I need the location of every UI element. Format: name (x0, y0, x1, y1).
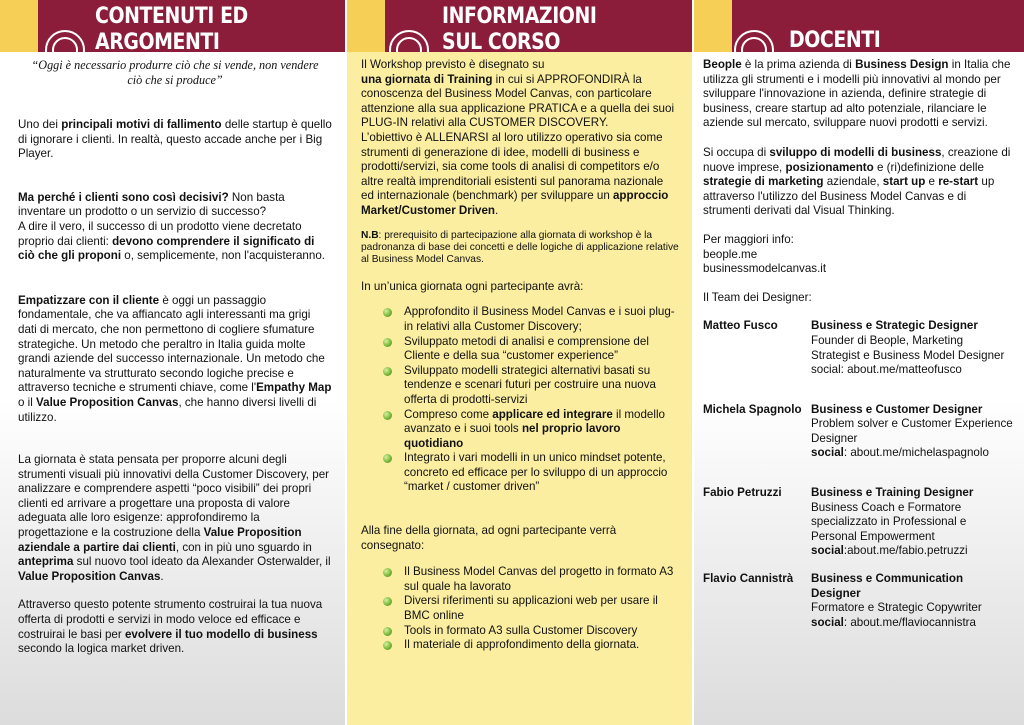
team-label: Il Team dei Designer: (703, 290, 812, 304)
member-desc: Founder di Beople, Marketing Strategist e Business Model Designer (811, 333, 1005, 362)
paragraph: Uno dei principali motivi di fallimento delle startup è quello di ignorare i clienti. In realtà, questo accade anche per i Big Player. (18, 118, 332, 161)
header-title-line: SUL CORSO (442, 30, 561, 52)
header-accent-stripe (694, 0, 732, 52)
header-title-line: CONTENUTI ED (95, 4, 248, 29)
paragraph: Empatizzare con il cliente è oggi un passaggio fondamentale, che va affiancato agli interessanti ma grigi dati di mercato, che non permettono di cogliere sfumature strategiche. Un metodo che peraltro in Italia guida molte grandi aziende del successo internazionale. Un metodo che naturalmente va strutturato secondo logiche precise e attraverso tecniche e strumenti chiave, come l'Empathy Map o il Value Proposition Canvas, che hanno diversi livelli di utilizzo. (18, 293, 332, 424)
list-item: Diversi riferimenti su applicazioni web per usare il BMC online (383, 594, 679, 623)
deliverables-list (383, 565, 679, 653)
member-social[interactable]: social: about.me/michelaspagnolo (811, 446, 989, 460)
paragraph: Si occupa di sviluppo di modelli di business, creazione di nuove imprese, posizionamento e (ri)definizione delle strategie di marketing aziendale, start up e re-start up attraverso l'utilizzo del Business Model Canvas e di strumenti derivati dal Visual Thinking. (703, 145, 1011, 218)
team-member (703, 572, 1015, 630)
member-social[interactable]: social: about.me/matteofusco (811, 363, 962, 377)
bullet-icon (383, 597, 392, 606)
list-item: Tools in formato A3 sulla Customer Discovery (383, 624, 679, 639)
bullet-icon (383, 308, 392, 317)
info-label: Per maggiori info: (703, 232, 794, 246)
nb-note: N.B: prerequisito di partecipazione alla giornata di workshop è la padronanza di base dei concetti e delle logiche di applicazione relative al Business Model Canvas. (361, 229, 679, 266)
paragraph: In un’unica giornata ogni partecipante avrà: (361, 279, 584, 293)
team-member (703, 319, 1015, 377)
member-name: Fabio Petruzzi (703, 486, 782, 500)
info-link[interactable]: businessmodelcanvas.it (703, 262, 827, 276)
objectives-list (383, 305, 679, 495)
member-role: Business e Training Designer (811, 486, 974, 500)
list-item: Sviluppato modelli strategici alternativi basati su tendenze e scenari futuri per costruire una nuova offerta di prodotti-servizi (383, 364, 679, 408)
header-title: DOCENTI (789, 28, 881, 52)
list-item: Compreso come applicare ed integrare il modello avanzato e i suoi tools nel proprio lavoro quotidiano (383, 408, 679, 452)
paragraph: Attraverso questo potente strumento costruirai la tua nuova offerta di prodotti e servizi in modo veloce ed efficace e costruirai le basi per evolvere il tuo modello di business secondo la logica market driven. (18, 598, 323, 656)
list-item: Approfondito il Business Model Canvas e i suoi plug-in relativi alla Customer Discovery; (383, 305, 679, 334)
docenti-text (703, 58, 1015, 630)
header-title (442, 4, 596, 52)
member-social[interactable]: social: about.me/flaviocannistra (811, 615, 976, 629)
list-item: Integrato i vari modelli in un unico mindset potente, concreto ed efficace per lo sviluppo di un approccio “market / customer driven” (383, 451, 679, 495)
paragraph: La giornata è stata pensata per proporre alcuni degli strumenti visuali più innovativi della Customer Discovery, per analizzare e comprendere aspetti “poco visibili” dei propri clienti ed arrivare a progettare una proposta di valore adeguata alle loro esigenze: approfondiremo la progettazione e la costruzione della Value Proposition aziendale a partire dai clienti, con in più uno sguardo in anteprima sul nuovo tool ideato da Alexander Osterwalder, il Value Proposition Canvas. (18, 453, 331, 583)
team-member (703, 403, 1015, 461)
bullet-icon (383, 627, 392, 636)
paragraph: Ma perché i clienti sono così decisivi? Non basta inventare un prodotto o un servizio di successo? A dire il vero, il successo di un prodotto viene decretato proprio dai clienti: devono comprendere il significato di ciò che gli proponi o, semplicemente, non l'acquisteranno. (18, 190, 325, 263)
list-item: Sviluppato metodi di analisi e comprensione del Cliente e della sua “customer experience” (383, 335, 679, 364)
bullet-icon (383, 454, 392, 463)
bullet-icon (383, 338, 392, 347)
member-role: Business e Strategic Designer (811, 319, 978, 333)
bullet-icon (383, 641, 392, 650)
contenuti-text (18, 58, 332, 657)
member-social[interactable]: social:about.me/fabio.petruzzi (811, 544, 968, 558)
bullet-icon (383, 367, 392, 376)
bullet-icon (383, 568, 392, 577)
member-name: Flavio Cannistrà (703, 572, 794, 586)
paragraph: Il Workshop previsto è disegnato su una giornata di Training in cui si APPROFONDIRÀ la conoscenza del Business Model Canvas, con particolare attenzione alla sua applicazione PRATICA e a quella dei suoi PLUG-IN relativi alla CUSTOMER DISCOVERY. L’obiettivo è ALLENARSI al loro utilizzo operativo sia come strumenti di generazione di idee, modelli di business e prodotti/servizi, sia come tools di analisi di competitors e/o altre realtà imprenditoriali esistenti sul panorama nazionale ed internazionale (benchmark) per sviluppare un approccio Market/Customer Driven. (361, 58, 675, 217)
header-title-line: ARGOMENTI (95, 30, 220, 52)
member-role: Business e Customer Designer (811, 402, 983, 416)
header-accent-stripe (0, 0, 38, 52)
member-role: Business e Communication Designer (811, 572, 964, 600)
quote: “Oggi è necessario produrre ciò che si vende, non vendere ciò che si produce” (31, 58, 319, 87)
informazioni-text (361, 58, 679, 653)
member-desc: Formatore e Strategic Copywriter (811, 601, 982, 615)
list-item: Il Business Model Canvas del progetto in formato A3 sul quale ha lavorato (383, 565, 679, 594)
header-title-line: INFORMAZIONI (442, 4, 597, 29)
team-member (703, 486, 1015, 559)
paragraph: Alla fine della giornata, ad ogni partecipante verrà consegnato: (361, 524, 617, 552)
info-link[interactable]: beople.me (703, 247, 758, 261)
member-desc: Problem solver e Customer Experience Designer (811, 417, 1013, 445)
header-informazioni (347, 0, 692, 52)
member-name: Matteo Fusco (703, 319, 778, 333)
header-accent-stripe (347, 0, 385, 52)
bullet-icon (383, 411, 392, 420)
header-contenuti (0, 0, 345, 52)
member-name: Michela Spagnolo (703, 402, 802, 416)
header-title (95, 4, 248, 52)
paragraph: Beople è la prima azienda di Business Design in Italia che utilizza gli strumenti e i modelli più innovativi al mondo per sviluppare l'innovazione in azienda, definire strategie di business, creare startup ad alto potenziale, rilanciare le aziende sul mercato, sviluppare nuovi prodotti e servizi. (703, 58, 1011, 130)
list-item: Il materiale di approfondimento della giornata. (383, 638, 679, 653)
member-desc: Business Coach e Formatore specializzato in Professional e Personal Empowerment (811, 500, 967, 543)
header-docenti (694, 0, 1024, 52)
